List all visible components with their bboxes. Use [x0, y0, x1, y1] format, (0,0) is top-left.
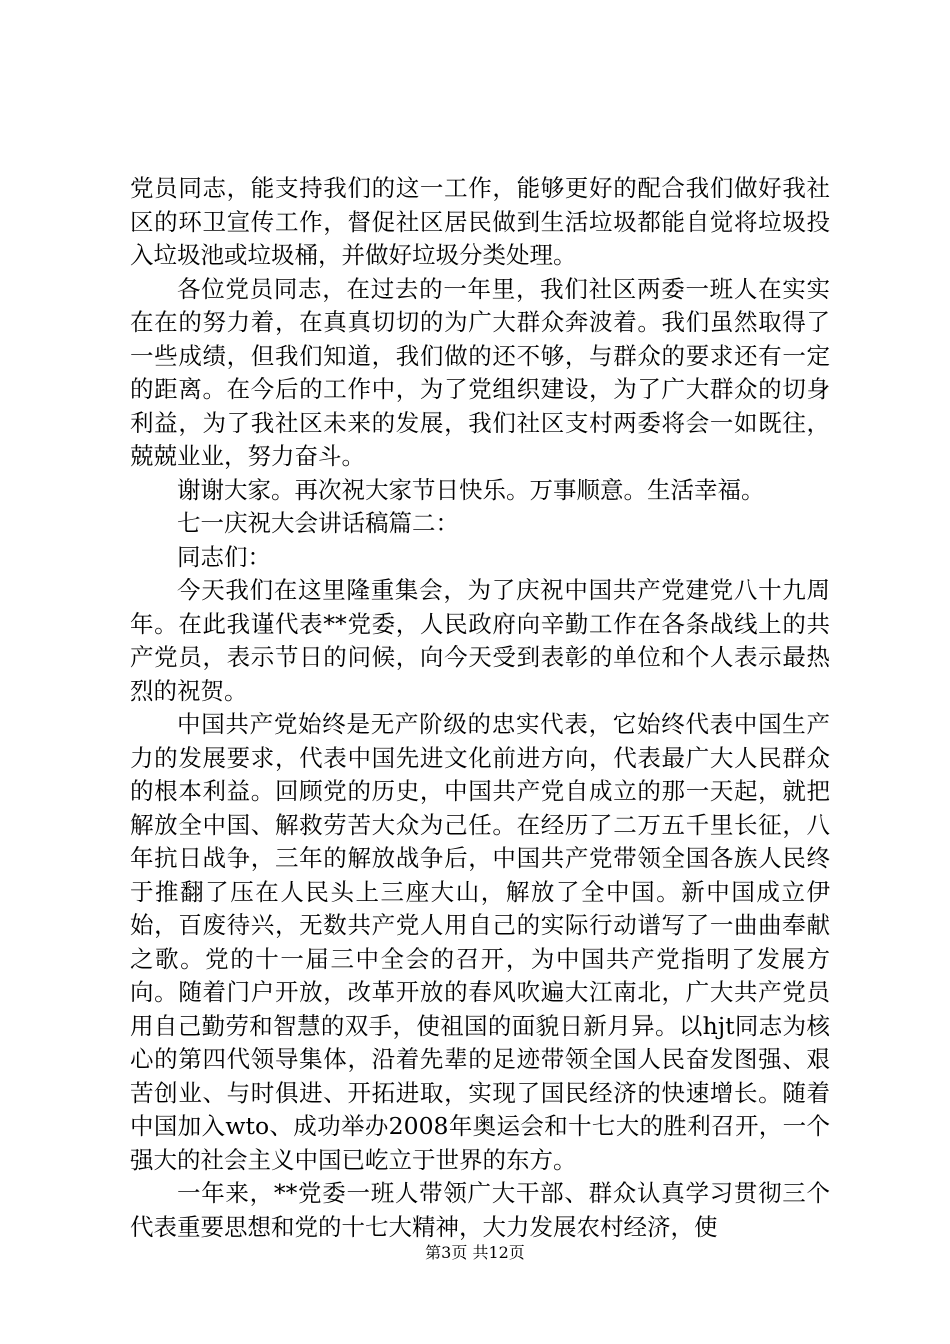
paragraph-party-history: 中国共产党始终是无产阶级的忠实代表，它始终代表中国生产力的发展要求，代表中国先进文化前进方向，代表最广大人民群众的根本利益。回顾党的历史，中国共产党自成立的那一天起，就把解放全中国、解救劳苦大众为己任。在经历了二万五千里长征，八年抗日战争，三年的解放战争后，中国共产党带领全国各族人民终于推翻了压在人民头上三座大山，解放了全中国。新中国成立伊始，百废待兴，无数共产党人用自己的实际行动谱写了一曲曲奉献之歌。党的十一届三中全会的召开，为中国共产党指明了发展方向。随着门户开放，改革开放的春风吹遍大江南北，广大共产党员用自己勤劳和智慧的双手，使祖国的面貌日新月异。以hjt同志为核心的第四代领导集体，沿着先辈的足迹带领全国人民奋发图强、艰苦创业、与时俱进、开拓进取，实现了国民经济的快速增长。随着中国加入wto、成功举办2008年奥运会和十七大的胜利召开，一个强大的社会主义中国已屹立于世界的东方。 [130, 710, 830, 1174]
paragraph-continuation: 党员同志，能支持我们的这一工作，能够更好的配合我们做好我社区的环卫宣传工作，督促社区居民做到生活垃圾都能自觉将垃圾投入垃圾池或垃圾桶，并做好垃圾分类处理。 [130, 174, 830, 269]
paragraph-thanks: 谢谢大家。再次祝大家节日快乐。万事顺意。生活幸福。 [177, 475, 765, 504]
section-heading: 七一庆祝大会讲话稿篇二： [177, 509, 459, 537]
paragraph-party-members: 各位党员同志，在过去的一年里，我们社区两委一班人在实实在在的努力着，在真真切切的为广大群众奔波着。我们虽然取得了一些成绩，但我们知道，我们做的还不够，与群众的要求还有一定的距离。在今后的工作中，为了党组织建设，为了广大群众的切身利益，为了我社区未来的发展，我们社区支村两委将会一如既往，兢兢业业，努力奋斗。 [130, 274, 830, 470]
page-number-footer: 第3页 共12页 [425, 1243, 525, 1262]
salutation: 同志们： [177, 542, 271, 571]
document-body [130, 172, 830, 1244]
paragraph-past-year: 一年来，**党委一班人带领广大干部、群众认真学习贯彻三个代表重要思想和党的十七大精神，大力发展农村经济，使 [130, 1179, 830, 1241]
paragraph-today: 今天我们在这里隆重集会，为了庆祝中国共产党建党八十九周年。在此我谨代表**党委，人民政府向辛勤工作在各条战线上的共产党员，表示节日的问候，向今天受到表彰的单位和个人表示最热烈的祝贺。 [130, 576, 830, 705]
